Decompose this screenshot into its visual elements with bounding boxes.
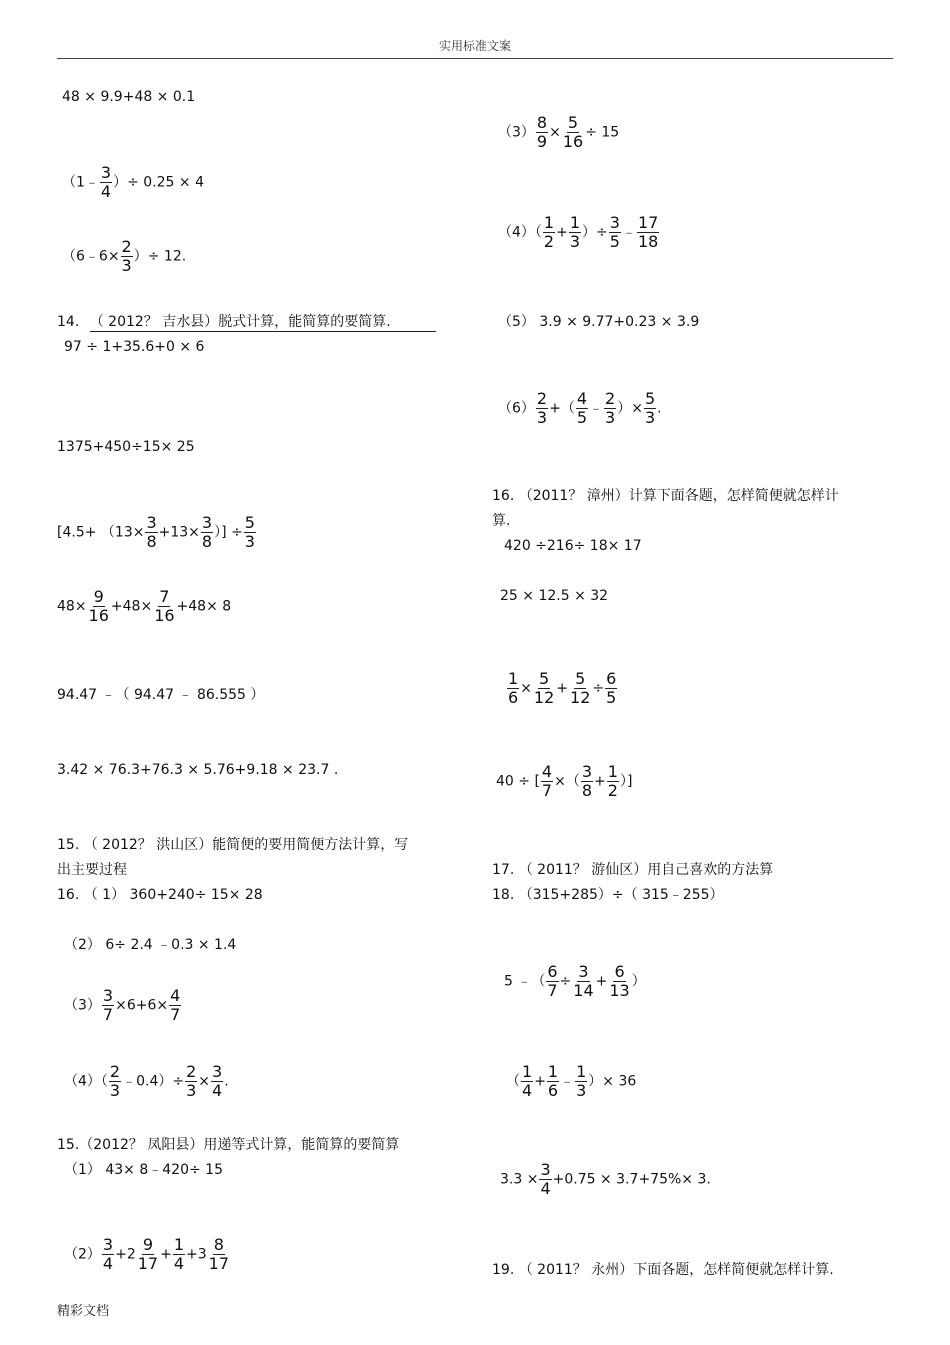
question-15b: 15.（2012？ 凤阳县）用递等式计算，能简算的要简算 [57, 1137, 400, 1153]
question-16-line1: 16. （2011？ 漳州）计算下面各题，怎样简便就怎样计 [492, 488, 839, 504]
fraction: $\frac{2}{3}$ [186, 1062, 197, 1100]
fraction: $\frac{4}{7}$ [170, 986, 181, 1024]
fraction: $\frac{6}{7}$ [547, 962, 558, 1000]
fraction: $\frac{2}{3}$ [605, 389, 616, 427]
expr-right-4: （6） $\frac{2}{3}$ +（ $\frac{4}{5}$ ﹣ $\frac{2}{3}$ ）× $\frac{5}{3}$ . [498, 389, 662, 427]
question-19: 19. （ 2011？ 永州）下面各题，怎样简便就怎样计算. [492, 1262, 834, 1278]
fraction: $\frac{5}{12}$ [533, 669, 555, 707]
fraction: $\frac{1}{6}$ [508, 669, 519, 707]
fraction: $\frac{8}{17}$ [208, 1235, 230, 1273]
fraction: $\frac{17}{18}$ [637, 213, 659, 251]
fraction: $\frac{1}{2}$ [607, 762, 618, 800]
fraction: $\frac{2}{3}$ [121, 237, 132, 275]
fraction: $\frac{6}{13}$ [609, 962, 630, 1000]
fraction: $\frac{4}{7}$ [541, 762, 553, 800]
fraction: $\frac{8}{9}$ [536, 113, 548, 151]
fraction: $\frac{3}{7}$ [102, 986, 114, 1024]
fraction: $\frac{1}{3}$ [576, 1062, 587, 1100]
fraction: $\frac{6}{5}$ [606, 669, 617, 707]
fraction: $\frac{1}{4}$ [522, 1062, 533, 1100]
fraction: $\frac{9}{17}$ [137, 1235, 159, 1273]
question-17: 17. （ 2011？ 游仙区）用自己喜欢的方法算 [492, 862, 774, 878]
expr-right-3: （5） 3.9 × 9.77+0.23 × 3.9 [498, 314, 700, 330]
fraction: $\frac{5}{3}$ [644, 389, 656, 427]
fraction: $\frac{1}{6}$ [547, 1062, 559, 1100]
fraction: $\frac{1}{3}$ [569, 213, 581, 251]
expr-left-5: 1375+450÷15× 25 [57, 439, 195, 455]
expr-left-1: 48 × 9.9+48 × 0.1 [62, 89, 196, 105]
fraction: $\frac{1}{2}$ [543, 213, 555, 251]
fraction: $\frac{3}{4}$ [540, 1160, 551, 1198]
fraction: $\frac{3}{4}$ [100, 163, 112, 201]
expr-left-6: [4.5+ （13× $\frac{3}{8}$ +13× $\frac{3}{8}$ ）] ÷ $\frac{5}{3}$ [57, 513, 255, 551]
question-16a: 16. （ 1） 360+240÷ 15× 28 [57, 887, 263, 903]
question-15a-line1: 15. （ 2012？ 洪山区）能简便的要用简便方法计算，写 [57, 837, 409, 853]
expr-right-9: 5 ﹣（ $\frac{6}{7}$ ÷ $\frac{3}{14}$ + $\frac{6}{13}$ ） [504, 962, 646, 1000]
expr-right-7: $\frac{1}{6}$ × $\frac{5}{12}$ + $\frac{5}{12}$ ÷ $\frac{6}{5}$ [508, 669, 617, 707]
fraction: $\frac{3}{4}$ [102, 1235, 114, 1273]
expr-left-12: （4）（ $\frac{2}{3}$ ﹣0.4）÷ $\frac{2}{3}$ × $\frac{3}{4}$ . [64, 1062, 229, 1100]
expr-left-3: （6﹣6× $\frac{2}{3}$ ）÷ 12. [62, 237, 187, 275]
fraction: $\frac{3}{4}$ [212, 1062, 223, 1100]
expr-right-5: 420 ÷216÷ 18× 17 [504, 538, 642, 554]
header-rule [57, 58, 893, 59]
fraction: $\frac{5}{3}$ [244, 513, 255, 551]
question-18: 18. （315+285）÷（ 315﹣255） [492, 887, 724, 903]
expr-left-2: （1﹣ $\frac{3}{4}$ ）÷ 0.25 × 4 [62, 163, 204, 201]
expr-left-14: （2） $\frac{3}{4}$ +2 $\frac{9}{17}$ + $\frac{1}{4}$ +3 $\frac{8}{17}$ [64, 1235, 230, 1273]
fraction: $\frac{3}{8}$ [581, 762, 593, 800]
expr-right-6: 25 × 12.5 × 32 [500, 588, 609, 604]
fraction: $\frac{1}{4}$ [173, 1235, 185, 1273]
expr-right-11: 3.3 × $\frac{3}{4}$ +0.75 × 3.7+75%× 3. [500, 1160, 711, 1198]
expr-left-4: 97 ÷ 1+35.6+0 × 6 [64, 339, 205, 355]
fraction: $\frac{9}{16}$ [88, 587, 109, 625]
fraction: $\frac{7}{16}$ [154, 587, 175, 625]
fraction: $\frac{2}{3}$ [536, 389, 548, 427]
expr-right-2: （4）（ $\frac{1}{2}$ + $\frac{1}{3}$ ）÷ $\frac{3}{5}$ ﹣ $\frac{17}{18}$ [498, 213, 659, 251]
question-15a-line2: 出主要过程 [57, 862, 127, 878]
page-header: 实用标准文案 [438, 39, 511, 53]
fraction: $\frac{2}{3}$ [109, 1062, 121, 1100]
expr-left-9: 3.42 × 76.3+76.3 × 5.76+9.18 × 23.7 . [57, 762, 339, 778]
fraction: $\frac{3}{8}$ [146, 513, 157, 551]
question-14: 14. （ 2012？ 吉水县）脱式计算，能简算的要简算. [57, 313, 436, 332]
expr-right-10: （ $\frac{1}{4}$ + $\frac{1}{6}$ ﹣ $\frac{1}{3}$ ）× 36 [506, 1062, 637, 1100]
expr-right-1: （3） $\frac{8}{9}$ × $\frac{5}{16}$ ÷ 15 [498, 113, 620, 151]
fraction: $\frac{4}{5}$ [576, 389, 588, 427]
page-footer: 精彩文档 [57, 1304, 110, 1319]
question-16-line2: 算. [492, 513, 511, 529]
expr-left-11: （3） $\frac{3}{7}$ ×6+6× $\frac{4}{7}$ [64, 986, 181, 1024]
fraction: $\frac{3}{5}$ [609, 213, 620, 251]
expr-left-7: 48× $\frac{9}{16}$ +48× $\frac{7}{16}$ +48× 8 [57, 587, 232, 625]
expr-right-8: 40 ÷ [ $\frac{4}{7}$ ×（ $\frac{3}{8}$ + $\frac{1}{2}$ ）] [496, 762, 633, 800]
fraction: $\frac{5}{12}$ [570, 669, 591, 707]
expr-left-8: 94.47 ﹣（ 94.47 ﹣ 86.555 ） [57, 687, 265, 703]
expr-left-10: （2） 6÷ 2.4 ﹣0.3 × 1.4 [64, 937, 237, 953]
fraction: $\frac{3}{8}$ [201, 513, 213, 551]
expr-left-13: （1） 43× 8﹣420÷ 15 [64, 1162, 223, 1178]
fraction: $\frac{3}{14}$ [573, 962, 594, 1000]
fraction: $\frac{5}{16}$ [562, 113, 584, 151]
